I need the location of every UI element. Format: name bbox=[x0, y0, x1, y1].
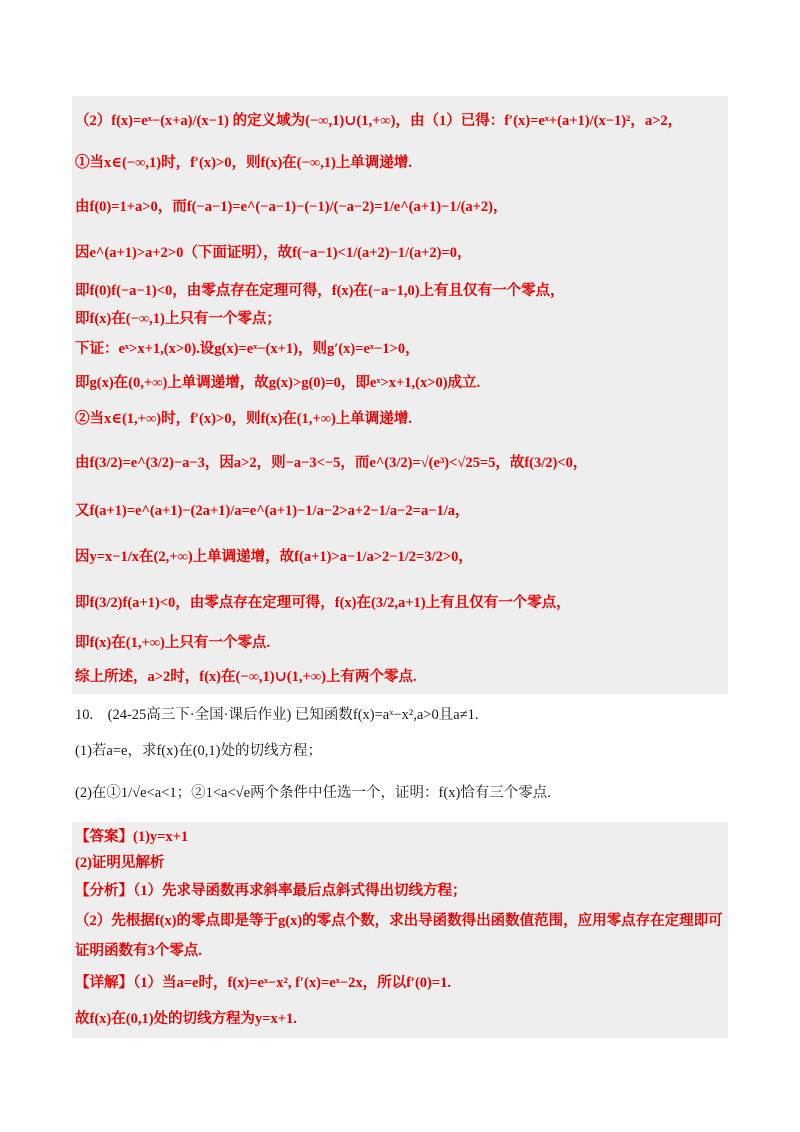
solution-line: 即f(x)在(−∞,1)上只有一个零点； bbox=[75, 311, 281, 327]
detail-line: 故f(x)在(0,1)处的切线方程为y=x+1. bbox=[75, 1011, 297, 1027]
solution-line: 即f(3/2)f(a+1)<0，由零点存在定理可得，f(x)在(3/2,a+1)上有且仅有一个零点， bbox=[75, 595, 571, 611]
solution-line: 因y=x−1/x在(2,+∞)上单调递增，故f(a+1)>a−1/a>2−1/2=3/2>0， bbox=[75, 549, 473, 565]
solution-line: 由f(3/2)=e^(3/2)−a−3，因a>2，则−a−3<−5，而e^(3/2)=√(e³)<√25=5，故f(3/2)<0， bbox=[75, 455, 588, 471]
detail-line: 【详解】（1）当a=e时，f(x)=eˣ−x², f′(x)=eˣ−2x，所以f′(0)=1. bbox=[75, 975, 452, 991]
analysis-line: （2）先根据f(x)的零点即是等于g(x)的零点个数，求出导函数得出函数值范围，应用零点存在定理即可 bbox=[75, 913, 723, 929]
solution-line: 即f(x)在(1,+∞)上只有一个零点. bbox=[75, 635, 270, 651]
solution-line: 下证：eˣ>x+1,(x>0).设g(x)=eˣ−(x+1)，则g′(x)=eˣ−1>0， bbox=[75, 341, 420, 357]
problem-stem: 10. (24-25高三下·全国·课后作业) 已知函数f(x)=aˣ−x²,a>0且a≠1. bbox=[75, 707, 479, 723]
solution-line: 即g(x)在(0,+∞)上单调递增，故g(x)>g(0)=0，即eˣ>x+1,(x>0)成立. bbox=[75, 375, 481, 391]
solution-line: 因e^(a+1)>a+2>0（下面证明），故f(−a−1)<1/(a+2)−1/(a+2)=0， bbox=[75, 245, 472, 261]
answer-line: (2)证明见解析 bbox=[75, 855, 165, 871]
solution-line: ②当x∈(1,+∞)时，f′(x)>0，则f(x)在(1,+∞)上单调递增. bbox=[75, 411, 412, 427]
analysis-line: 证明函数有3个零点. bbox=[75, 943, 202, 959]
solution-line: 综上所述，a>2时，f(x)在(−∞,1)∪(1,+∞)上有两个零点. bbox=[75, 669, 417, 685]
problem-question-1: (1)若a=e，求f(x)在(0,1)处的切线方程； bbox=[75, 743, 322, 759]
solution-line: （2）f(x)=eˣ−(x+a)/(x−1) 的定义域为(−∞,1)∪(1,+∞)，由（1）已得：f′(x)=eˣ+(a+1)/(x−1)²，a>2， bbox=[75, 113, 683, 129]
solution-line: 又f(a+1)=e^(a+1)−(2a+1)/a=e^(a+1)−1/a−2>a+2−1/a−2=a−1/a， bbox=[75, 503, 470, 519]
answer-line: 【答案】(1)y=x+1 bbox=[75, 829, 189, 845]
problem-question-2: (2)在①1/√e<a<1；②1<a<√e两个条件中任选一个，证明：f(x)恰有三个零点. bbox=[75, 785, 551, 801]
analysis-line: 【分析】（1）先求导函数再求斜率最后点斜式得出切线方程； bbox=[75, 883, 467, 899]
solution-line: 由f(0)=1+a>0，而f(−a−1)=e^(−a−1)−(−1)/(−a−2)=1/e^(a+1)−1/(a+2)， bbox=[75, 199, 508, 215]
solution-line: 即f(0)f(−a−1)<0，由零点存在定理可得，f(x)在(−a−1,0)上有且仅有一个零点， bbox=[75, 283, 565, 299]
solution-line: ①当x∈(−∞,1)时，f′(x)>0，则f(x)在(−∞,1)上单调递增. bbox=[75, 155, 412, 171]
